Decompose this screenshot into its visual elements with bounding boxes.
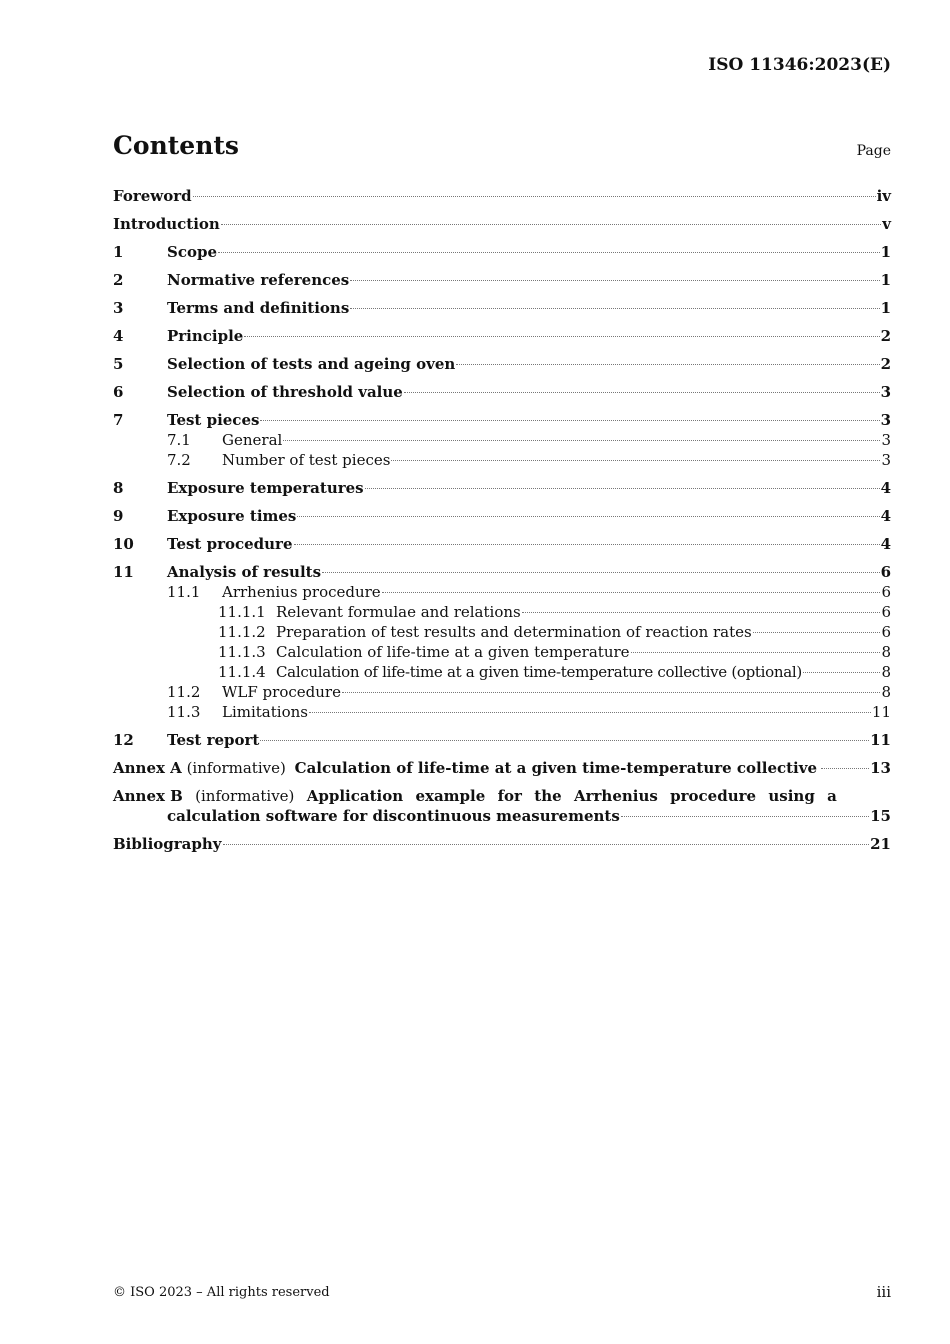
toc-entry-title: Analysis of results bbox=[167, 563, 322, 581]
toc-entry-section-7-2[interactable] bbox=[113, 450, 891, 470]
toc-entry-page: 3 bbox=[881, 451, 891, 469]
toc-entry-page: 1 bbox=[880, 271, 891, 289]
toc-entry-section-11-3[interactable] bbox=[113, 702, 891, 722]
toc-entry-number: 6 bbox=[113, 383, 124, 401]
toc-entry-page: 3 bbox=[880, 383, 891, 401]
dot-leader bbox=[244, 336, 879, 337]
dot-leader bbox=[297, 516, 879, 517]
toc-entry-number: 11.2 bbox=[167, 683, 201, 701]
toc-entry-page: iv bbox=[876, 187, 891, 205]
toc-entry-page: 3 bbox=[880, 411, 891, 429]
contents-title: Contents bbox=[113, 131, 240, 160]
toc-entry-title: Terms and definitions bbox=[167, 299, 350, 317]
toc-entry-title: Limitations bbox=[222, 703, 308, 721]
toc-entry-page: 4 bbox=[880, 507, 891, 525]
toc-entry-title: Exposure times bbox=[167, 507, 297, 525]
dot-leader bbox=[456, 364, 879, 365]
toc-entry-title: Normative references bbox=[167, 271, 350, 289]
toc-entry-title: Relevant formulae and relations bbox=[276, 603, 521, 621]
annex-type: (informative) bbox=[186, 759, 286, 777]
toc-entry-section-9[interactable] bbox=[113, 506, 891, 526]
toc-entry-number: 11.1.2 bbox=[218, 623, 266, 641]
annex-title-word: the bbox=[534, 787, 562, 805]
toc-entry-section-8[interactable] bbox=[113, 478, 891, 498]
toc-entry-title: Calculation of life-time at a given time-temperature collective (optional) bbox=[276, 663, 802, 681]
dot-leader bbox=[621, 816, 869, 817]
toc-entry-title: Test procedure bbox=[167, 535, 293, 553]
toc-entry-title: Selection of tests and ageing oven bbox=[167, 355, 456, 373]
toc-entry-number: 8 bbox=[113, 479, 124, 497]
toc-entry-page: 4 bbox=[880, 535, 891, 553]
annex-b-title-line-1 bbox=[113, 786, 837, 806]
toc-entry-number: 10 bbox=[113, 535, 134, 553]
dot-leader bbox=[218, 252, 880, 253]
dot-leader bbox=[294, 544, 880, 545]
annex-type: (informative) bbox=[195, 787, 295, 805]
toc-entry-page: 6 bbox=[881, 603, 891, 621]
toc-entry-number: 11 bbox=[113, 563, 134, 581]
annex-b-title-line-2 bbox=[167, 806, 891, 826]
toc-entry-title: Calculation of life-time at a given temperature bbox=[276, 643, 630, 661]
annex-title-word: a bbox=[827, 787, 837, 805]
annex-title: calculation software for discontinuous measurements bbox=[167, 807, 620, 825]
toc-entry-page: 8 bbox=[881, 663, 891, 681]
toc-entry-introduction[interactable] bbox=[113, 214, 891, 234]
annex-title-word: Application bbox=[306, 787, 404, 805]
toc-entry-bibliography[interactable] bbox=[113, 834, 891, 854]
toc-entry-foreword[interactable] bbox=[113, 186, 891, 206]
dot-leader bbox=[260, 420, 879, 421]
toc-entry-page: 2 bbox=[880, 355, 891, 373]
dot-leader bbox=[193, 196, 876, 197]
toc-entry-section-11-1-3[interactable] bbox=[113, 642, 891, 662]
toc-entry-page: 1 bbox=[880, 243, 891, 261]
toc-entry-title: Test pieces bbox=[167, 411, 260, 429]
toc-entry-page: 8 bbox=[881, 643, 891, 661]
dot-leader bbox=[260, 740, 869, 741]
toc-entry-number: 3 bbox=[113, 299, 124, 317]
document-id: ISO 11346:2023(E) bbox=[708, 55, 891, 75]
toc-entry-number: 9 bbox=[113, 507, 124, 525]
toc-entry-section-5[interactable] bbox=[113, 354, 891, 374]
toc-entry-number: 11.1.4 bbox=[218, 663, 266, 681]
annex-label: Annex A bbox=[113, 759, 182, 777]
dot-leader bbox=[803, 672, 881, 673]
toc-entry-title: Introduction bbox=[113, 215, 220, 233]
toc-entry-number: 11.1.1 bbox=[218, 603, 266, 621]
toc-entry-page: 21 bbox=[870, 835, 891, 853]
dot-leader bbox=[309, 712, 871, 713]
annex-title-word: using bbox=[768, 787, 815, 805]
dot-leader bbox=[404, 392, 880, 393]
dot-leader bbox=[283, 440, 880, 441]
toc-entry-title: Principle bbox=[167, 327, 244, 345]
toc-entry-page: 3 bbox=[881, 431, 891, 449]
toc-entry-title: Scope bbox=[167, 243, 218, 261]
toc-entry-number: 11.1.3 bbox=[218, 643, 266, 661]
annex-title-word: example bbox=[415, 787, 486, 805]
toc-entry-page: 6 bbox=[881, 623, 891, 641]
toc-entry-number: 2 bbox=[113, 271, 124, 289]
toc-entry-title: Preparation of test results and determination of reaction rates bbox=[276, 623, 752, 641]
toc-entry-number: 7.2 bbox=[167, 451, 191, 469]
dot-leader bbox=[522, 612, 881, 613]
toc-entry-title: Arrhenius procedure bbox=[222, 583, 381, 601]
dot-leader bbox=[391, 460, 880, 461]
dot-leader bbox=[365, 488, 880, 489]
toc-entry-page: 6 bbox=[880, 563, 891, 581]
dot-leader bbox=[631, 652, 881, 653]
toc-entry-section-12[interactable] bbox=[113, 730, 891, 750]
dot-leader bbox=[322, 572, 880, 573]
toc-entry-title: Number of test pieces bbox=[222, 451, 391, 469]
toc-entry-page: 6 bbox=[881, 583, 891, 601]
toc-entry-annex-b[interactable] bbox=[113, 786, 891, 830]
dot-leader bbox=[223, 844, 870, 845]
annex-title-word: for bbox=[497, 787, 522, 805]
toc-entry-page: 13 bbox=[870, 759, 891, 777]
toc-entry-section-11-1[interactable] bbox=[113, 582, 891, 602]
toc-entry-section-11[interactable] bbox=[113, 562, 891, 582]
toc-entry-number: 5 bbox=[113, 355, 124, 373]
toc-entry-number: 4 bbox=[113, 327, 124, 345]
toc-entry-title: Bibliography bbox=[113, 835, 222, 853]
dot-leader bbox=[350, 280, 879, 281]
toc-entry-page: 8 bbox=[881, 683, 891, 701]
toc-entry-section-2[interactable] bbox=[113, 270, 891, 290]
toc-entry-number: 11.3 bbox=[167, 703, 201, 721]
toc-entry-section-7[interactable] bbox=[113, 410, 891, 430]
toc-entry-page: 4 bbox=[880, 479, 891, 497]
toc-entry-section-1[interactable] bbox=[113, 242, 891, 262]
toc-entry-section-11-1-4[interactable] bbox=[113, 662, 891, 682]
dot-leader bbox=[221, 224, 881, 225]
toc-entry-section-7-1[interactable] bbox=[113, 430, 891, 450]
toc-entry-annex-a[interactable] bbox=[113, 758, 891, 778]
toc-entry-page: v bbox=[882, 215, 891, 233]
toc-entry-section-6[interactable] bbox=[113, 382, 891, 402]
dot-leader bbox=[382, 592, 881, 593]
toc-entry-page: 15 bbox=[870, 807, 891, 825]
annex-title-word: Arrhenius bbox=[573, 787, 658, 805]
dot-leader bbox=[342, 692, 881, 693]
page-column-label: Page bbox=[856, 143, 891, 159]
toc-entry-section-4[interactable] bbox=[113, 326, 891, 346]
toc-entry-section-11-1-2[interactable] bbox=[113, 622, 891, 642]
toc-entry-title: Test report bbox=[167, 731, 260, 749]
toc-entry-number: 1 bbox=[113, 243, 124, 261]
toc-entry-section-10[interactable] bbox=[113, 534, 891, 554]
toc-entry-number: 11.1 bbox=[167, 583, 201, 601]
toc-entry-section-11-2[interactable] bbox=[113, 682, 891, 702]
annex-title: Calculation of life-time at a given time-temperature collective bbox=[294, 759, 818, 777]
table-of-contents bbox=[113, 186, 891, 854]
toc-entry-page: 1 bbox=[880, 299, 891, 317]
annex-label: Annex B bbox=[113, 787, 183, 805]
page-number: iii bbox=[876, 1283, 891, 1301]
copyright-notice: © ISO 2023 – All rights reserved bbox=[113, 1285, 330, 1300]
dot-leader bbox=[821, 768, 869, 769]
toc-entry-title: Selection of threshold value bbox=[167, 383, 403, 401]
toc-entry-number: 7.1 bbox=[167, 431, 191, 449]
toc-entry-title: General bbox=[222, 431, 283, 449]
dot-leader bbox=[753, 632, 881, 633]
toc-entry-page: 2 bbox=[880, 327, 891, 345]
toc-entry-number: 7 bbox=[113, 411, 124, 429]
toc-entry-title: Exposure temperatures bbox=[167, 479, 364, 497]
toc-entry-page: 11 bbox=[870, 731, 891, 749]
toc-entry-page: 11 bbox=[871, 703, 891, 721]
toc-entry-title: Foreword bbox=[113, 187, 192, 205]
dot-leader bbox=[350, 308, 879, 309]
annex-title-word: procedure bbox=[670, 787, 757, 805]
toc-entry-title: WLF procedure bbox=[222, 683, 341, 701]
toc-entry-section-11-1-1[interactable] bbox=[113, 602, 891, 622]
toc-entry-number: 12 bbox=[113, 731, 134, 749]
toc-entry-section-3[interactable] bbox=[113, 298, 891, 318]
